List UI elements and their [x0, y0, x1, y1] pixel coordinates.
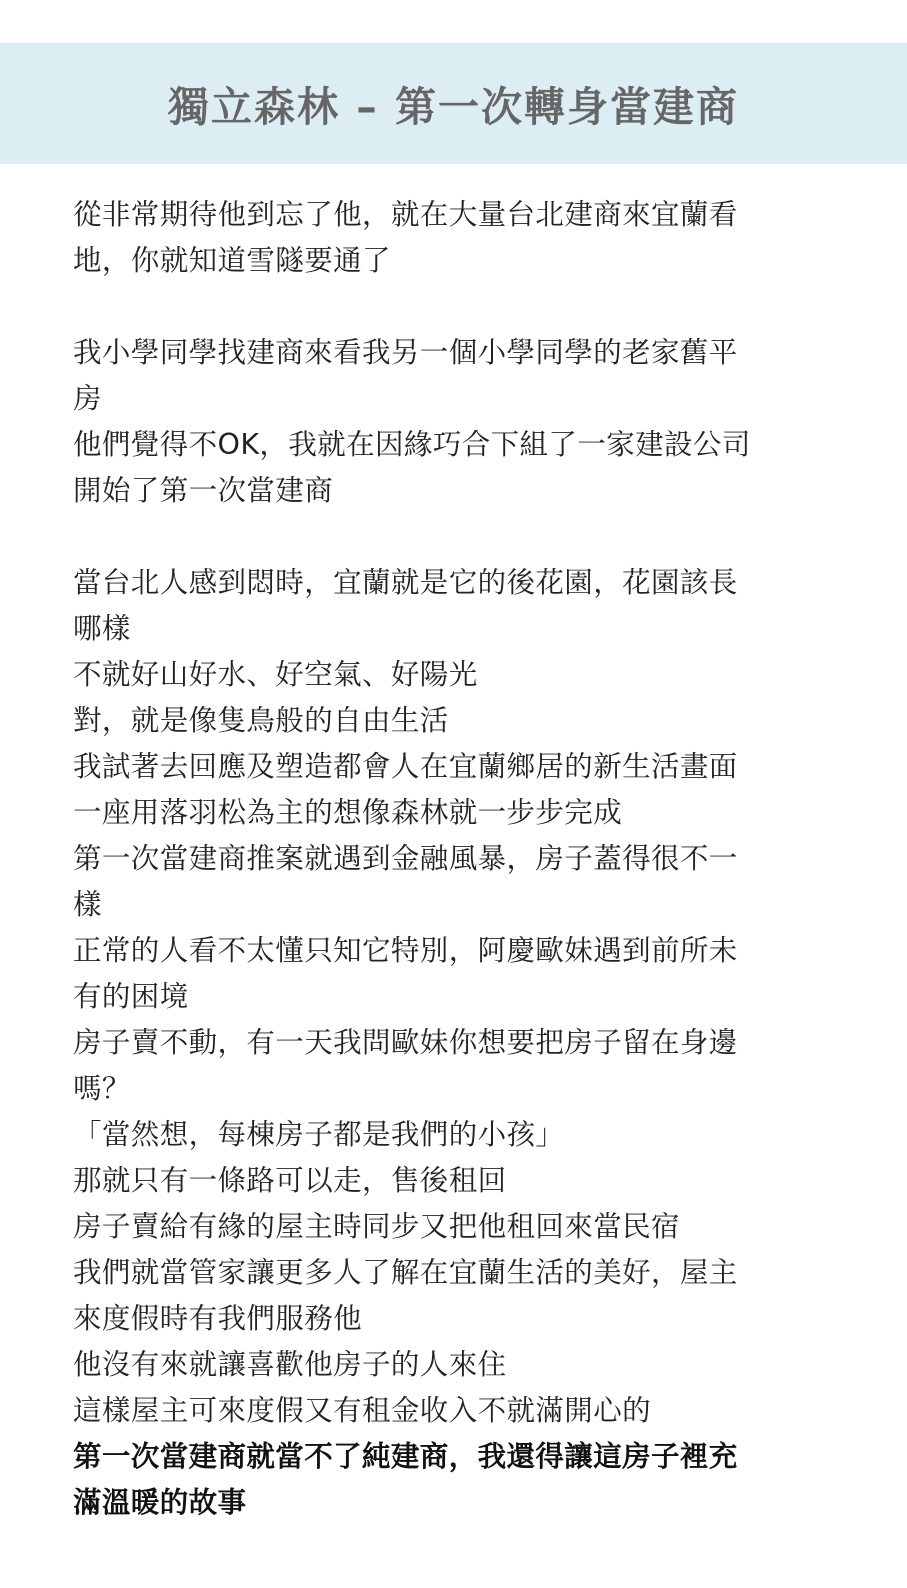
- page-title: 獨立森林 – 第一次轉身當建商: [167, 83, 740, 131]
- paragraph-spacer: [73, 284, 823, 330]
- article-body: [73, 192, 823, 1526]
- paragraph-spacer: [73, 514, 823, 560]
- header-banner: [0, 43, 907, 164]
- paragraph-intro: 從非常期待他到忘了他，就在大量台北建商來宜蘭看 地，你就知道雪隧要通了: [73, 198, 738, 277]
- paragraph-story: 當台北人感到悶時，宜蘭就是它的後花園，花園該長 哪樣 不就好山好水、好空氣、好陽光 對，就是像隻鳥般的自由生活 我試著去回應及塑造都會人在宜蘭鄉居的新生活畫面 一座用落羽松為主的想像森林就一步步完成 第一次當建商推案就遇到金融風暴，房子蓋得很不一 樣 正常的人看不太懂只知它特別，阿慶歐妹遇到前所未 有的困境 房子賣不動，有一天我問歐妹你想要把房子留在身邊 嗎？ 「當然想，每棟房子都是我們的小孩」 那就只有一條路可以走，售後租回 房子賣給有緣的屋主時同步又把他租回來當民宿 我們就當管家讓更多人了解在宜蘭生活的美好，屋主 來度假時有我們服務他 他沒有來就讓喜歡他房子的人來住 這樣屋主可來度假又有租金收入不就滿開心的: [73, 566, 738, 1427]
- paragraph-first-project: 我小學同學找建商來看我另一個小學同學的老家舊平 房 他們覺得不OK，我就在因緣巧合下組了一家建設公司 開始了第一次當建商: [73, 336, 751, 507]
- paragraph-closing-bold: 第一次當建商就當不了純建商，我還得讓這房子裡充 滿溫暖的故事: [73, 1440, 738, 1519]
